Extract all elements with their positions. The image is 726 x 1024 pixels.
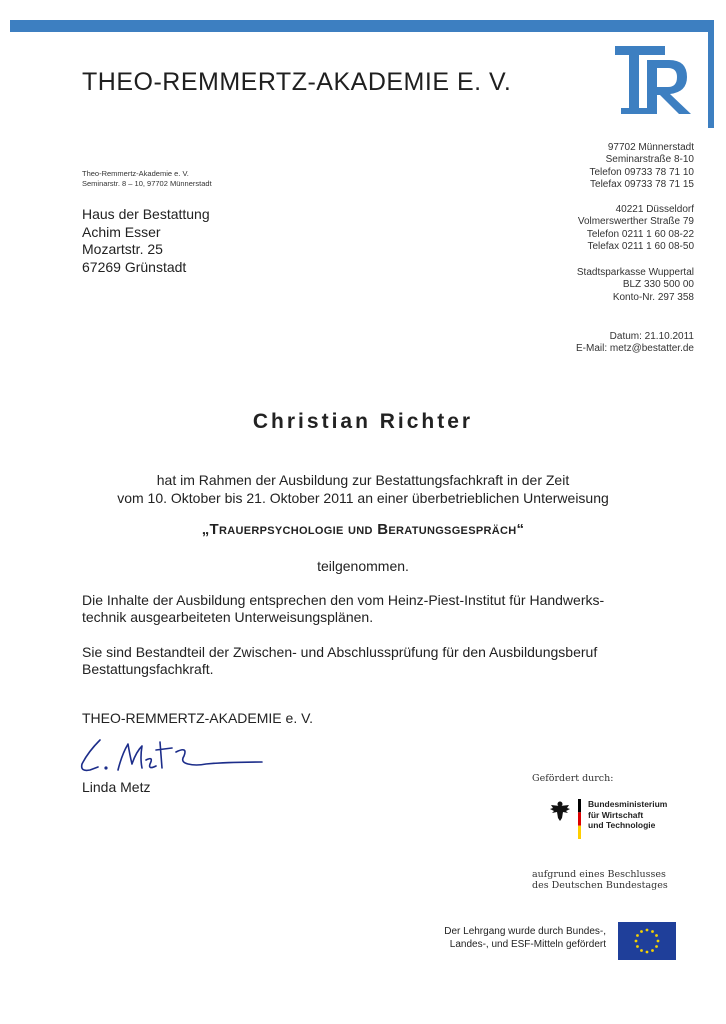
tr-logo-icon (613, 42, 693, 120)
contact-muennerstadt (589, 142, 694, 192)
bank-details (577, 267, 694, 304)
eu-star-icon (636, 945, 639, 948)
certificate-intro (0, 471, 726, 507)
contact-phone: Telefon 0211 1 60 08-22 (586, 228, 694, 240)
eu-star-icon (646, 951, 649, 954)
contact-city: 40221 Düsseldorf (615, 204, 694, 215)
participated-text: teilgenommen. (317, 558, 409, 574)
funding-note (444, 925, 606, 951)
signer-name: Linda Metz (82, 779, 151, 795)
eu-flag-icon (618, 922, 676, 960)
bank-blz: BLZ 330 500 00 (622, 279, 694, 291)
content-line-2: technik ausgearbeiteten Unterweisungsplänen. (82, 609, 374, 625)
funded-by-label: Gefördert durch: (532, 773, 614, 784)
participant-name: Christian Richter (252, 410, 474, 433)
header-accent-bar (10, 20, 714, 32)
bundestag-resolution (532, 869, 668, 891)
bank-account: Konto-Nr. 297 358 (612, 291, 694, 303)
ministry-line-1: Bundesministerium (588, 799, 668, 809)
sender-line-1: Theo-Remmertz-Akademie e. V. (82, 169, 189, 178)
exam-paragraph (82, 644, 682, 678)
letter-meta (576, 331, 694, 356)
intro-line-1: hat im Rahmen der Ausbildung zur Bestattungsfachkraft in der Zeit (156, 472, 570, 488)
sender-return-address (82, 169, 212, 189)
eu-star-icon (655, 945, 658, 948)
contact-city: 97702 Münnerstadt (607, 142, 694, 153)
course-title-text: „Trauerpsychologie und Beratungsgespräch“ (201, 521, 525, 538)
exam-line-2: Bestattungsfachkraft. (82, 661, 214, 677)
handwritten-signature (76, 734, 266, 782)
content-paragraph (82, 592, 682, 626)
recipient-line-2: Achim Esser (82, 223, 161, 240)
eu-star-icon (640, 949, 643, 952)
federal-eagle-icon (548, 799, 572, 823)
contact-phone: Telefon 09733 78 71 10 (589, 166, 694, 178)
eu-star-icon (651, 930, 654, 933)
eu-star-icon (651, 949, 654, 952)
content-line-1: Die Inhalte der Ausbildung entsprechen den vom Heinz-Piest-Institut für Handwerks- (82, 592, 605, 608)
ministry-name (588, 799, 667, 831)
recipient-line-3: Mozartstr. 25 (82, 241, 163, 257)
eu-star-icon (655, 934, 658, 937)
funding-note-line-2: Landes-, und ESF-Mitteln gefördert (449, 939, 606, 950)
resolution-line-2: des Deutschen Bundestages (532, 880, 668, 891)
eu-star-icon (636, 934, 639, 937)
contact-fax: Telefax 0211 1 60 08-50 (587, 241, 694, 253)
letter-email: E-Mail: metz@bestatter.de (576, 343, 694, 355)
course-title (0, 521, 726, 538)
exam-line-1: Sie sind Bestandteil der Zwischen- und Abschlussprüfung für den Ausbildungsberuf (82, 644, 598, 660)
signature-organization: THEO-REMMERTZ-AKADEMIE e. V. (82, 710, 314, 726)
recipient-line-4: 67269 Grünstadt (82, 258, 187, 275)
bank-name: Stadtsparkasse Wuppertal (576, 267, 694, 278)
resolution-line-1: aufgrund eines Beschlusses (532, 869, 666, 880)
sender-line-2: Seminarstr. 8 – 10, 97702 Münnerstadt (82, 179, 212, 188)
eu-star-icon (657, 940, 660, 943)
header-accent-side-bar (708, 20, 714, 128)
german-flag-stripe-icon (578, 799, 581, 839)
recipient-address (82, 206, 210, 276)
contact-duesseldorf (578, 204, 694, 254)
academy-title: THEO-REMMERTZ-AKADEMIE E. V. (82, 68, 512, 96)
eu-star-icon (640, 930, 643, 933)
ministry-line-3: und Technologie (588, 820, 656, 830)
eu-star-icon (646, 929, 649, 932)
eu-star-icon (635, 940, 638, 943)
contact-fax: Telefax 09733 78 71 15 (590, 179, 694, 191)
intro-line-2: vom 10. Oktober bis 21. Oktober 2011 an einer überbetrieblichen Unterweisung (117, 490, 609, 506)
funding-note-line-1: Der Lehrgang wurde durch Bundes-, (444, 926, 606, 937)
contact-street: Seminarstraße 8-10 (605, 154, 694, 166)
recipient-line-1: Haus der Bestattung (82, 206, 210, 222)
letter-date: Datum: 21.10.2011 (609, 331, 694, 342)
ministry-line-2: für Wirtschaft (588, 809, 644, 820)
contact-street: Volmerswerther Straße 79 (577, 216, 694, 228)
